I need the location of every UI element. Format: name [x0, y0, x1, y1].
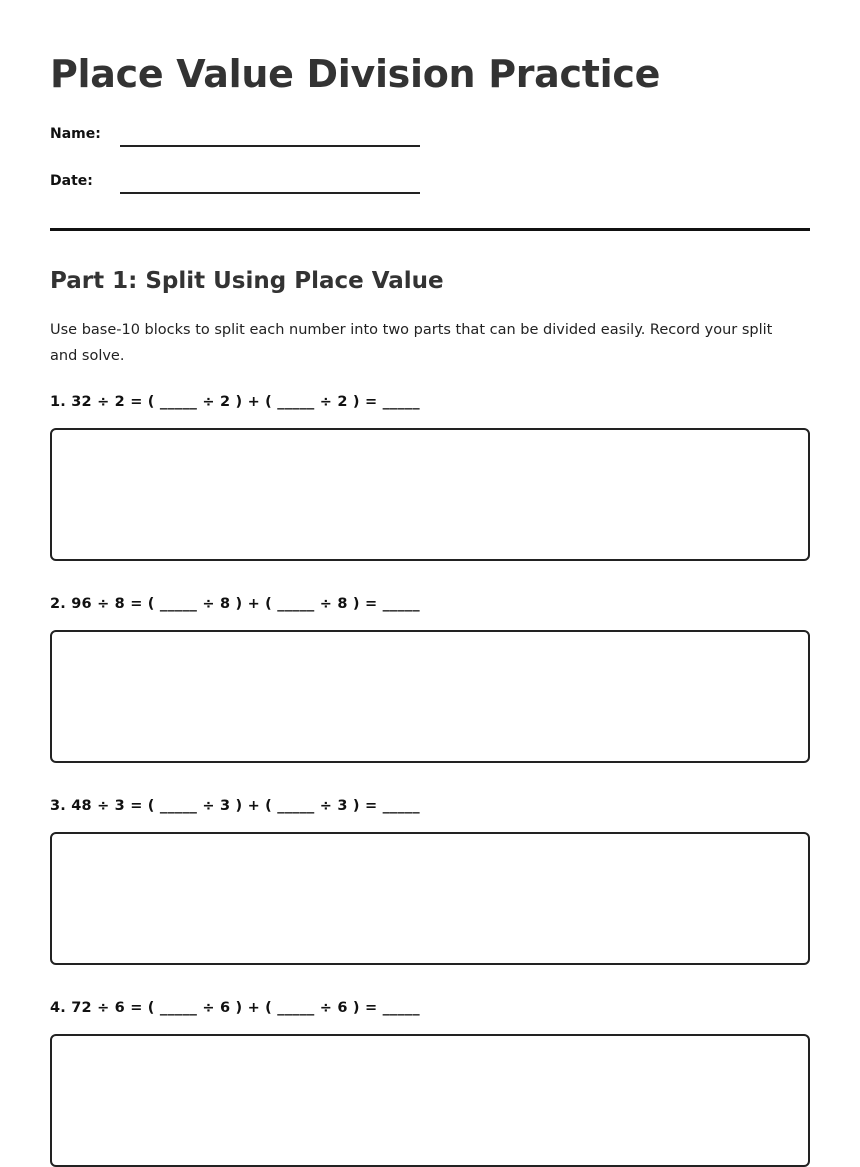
problem-4 [50, 999, 810, 1167]
problem-1-equation: 1. 32 ÷ 2 = ( _____ ÷ 2 ) + ( _____ ÷ 2 ) = _____ [50, 394, 420, 410]
date-label: Date: [50, 173, 93, 189]
problem-2-work-box[interactable] [50, 630, 810, 763]
problem-3-equation: 3. 48 ÷ 3 = ( _____ ÷ 3 ) + ( _____ ÷ 3 ) = _____ [50, 798, 420, 814]
part1-heading: Part 1: Split Using Place Value [50, 268, 444, 294]
page-title: Place Value Division Practice [50, 52, 661, 96]
part1-instructions: Use base-10 blocks to split each number into two parts that can be divided easily. Record your split and solve. [50, 322, 773, 364]
date-write-line[interactable] [120, 192, 420, 194]
problem-1 [50, 393, 810, 561]
name-field-row [50, 121, 810, 143]
problem-4-equation: 4. 72 ÷ 6 = ( _____ ÷ 6 ) + ( _____ ÷ 6 ) = _____ [50, 1000, 420, 1016]
date-field-row [50, 168, 810, 190]
problem-3 [50, 797, 810, 965]
problem-2-equation: 2. 96 ÷ 8 = ( _____ ÷ 8 ) + ( _____ ÷ 8 ) = _____ [50, 596, 420, 612]
problem-4-work-box[interactable] [50, 1034, 810, 1167]
header-divider [50, 228, 810, 231]
problem-2 [50, 595, 810, 763]
problem-3-work-box[interactable] [50, 832, 810, 965]
name-write-line[interactable] [120, 145, 420, 147]
problem-list [50, 393, 810, 1167]
name-label: Name: [50, 126, 101, 142]
problem-1-work-box[interactable] [50, 428, 810, 561]
